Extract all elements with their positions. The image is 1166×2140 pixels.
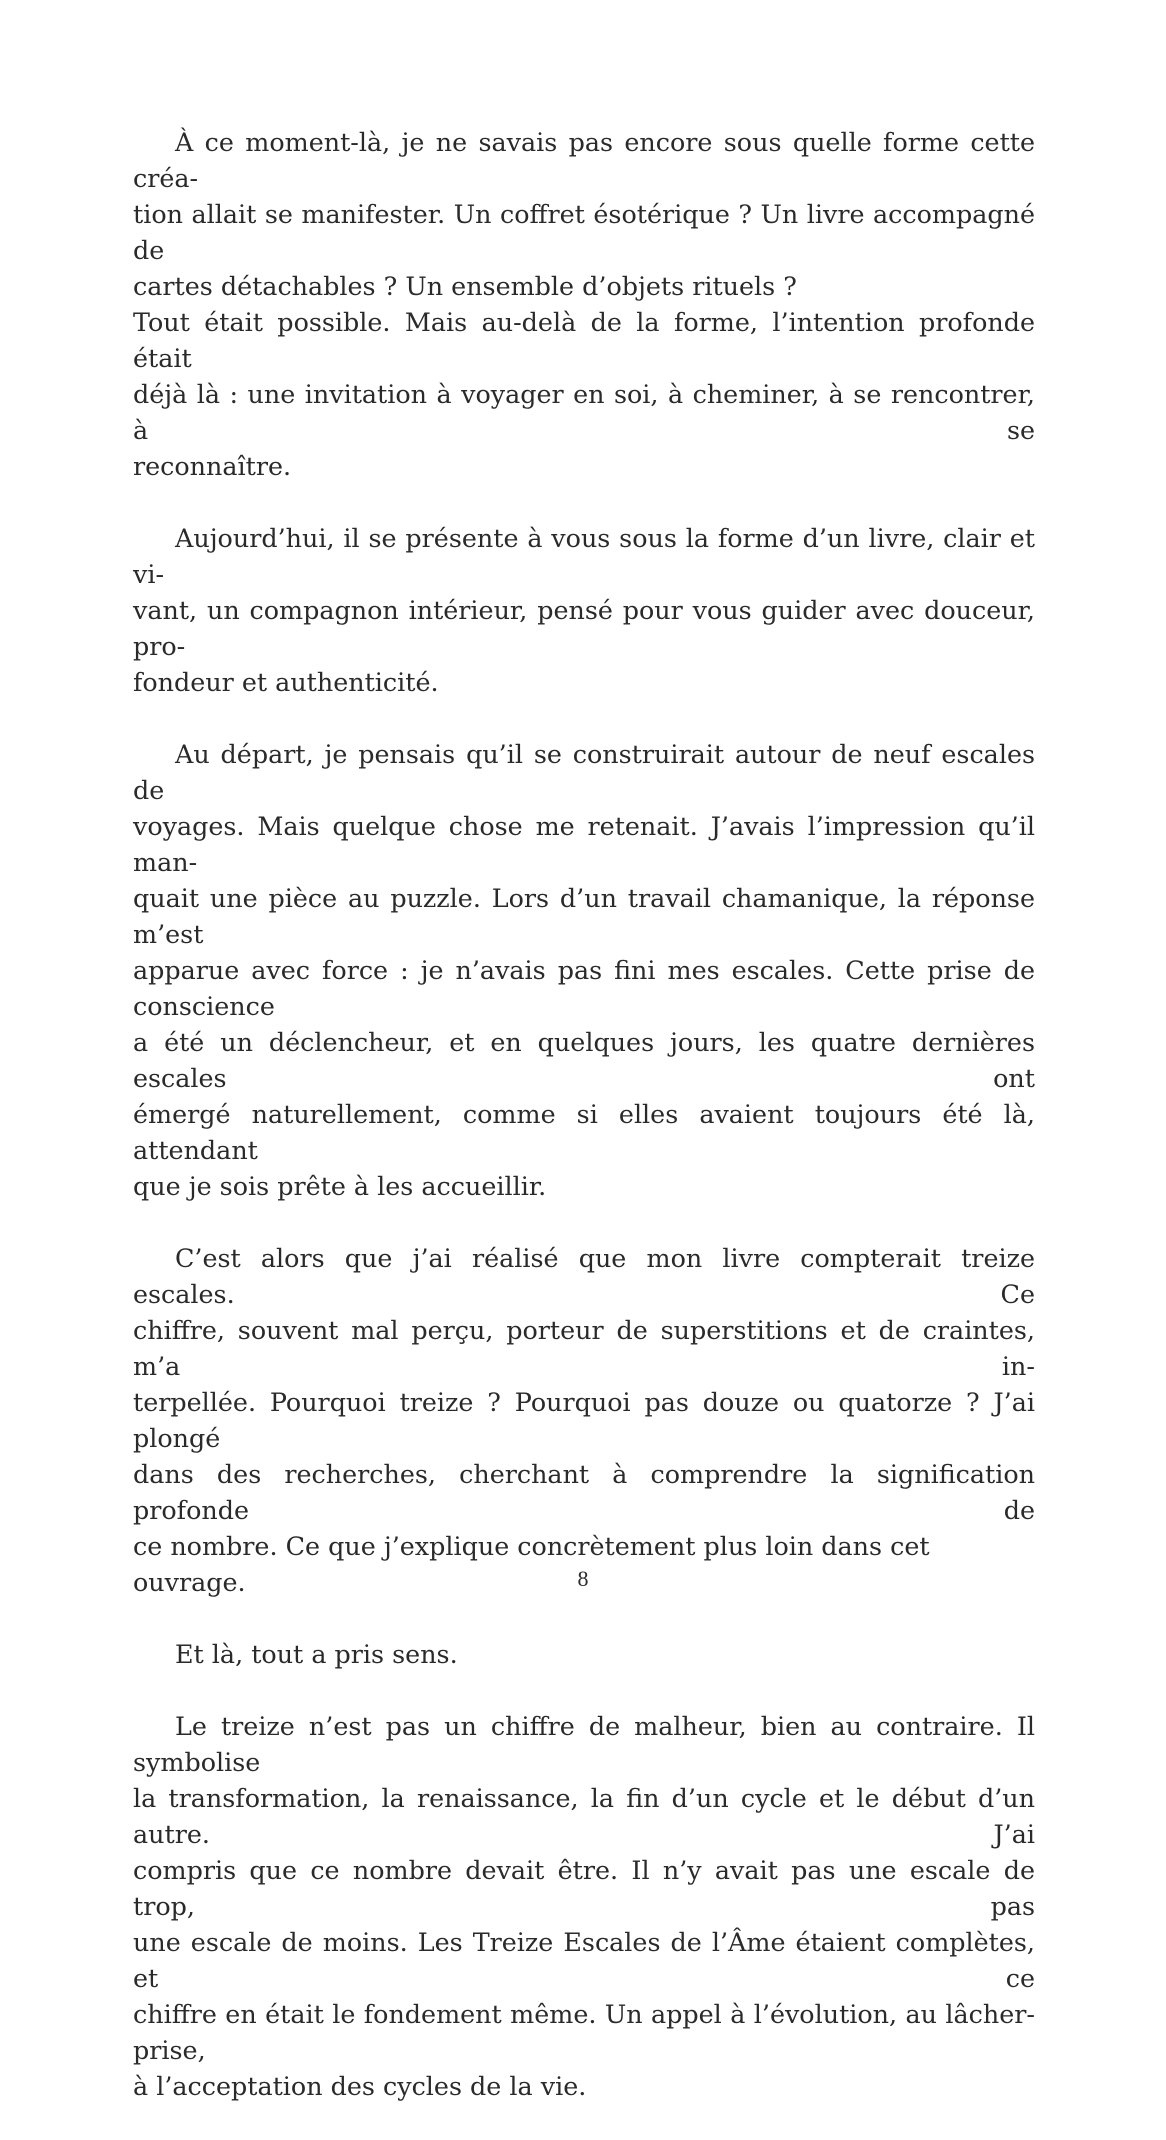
text-line: tion allait se manifester. Un coffret ésotérique ? Un livre accompagné de	[133, 199, 1035, 265]
paragraph	[133, 1636, 1035, 1672]
text-line: ce nombre. Ce que j’explique concrètement plus loin dans cet ouvrage.	[133, 1531, 930, 1597]
text-line: apparue avec force : je n’avais pas fini mes escales. Cette prise de conscience	[133, 955, 1035, 1021]
text-line: à l’acceptation des cycles de la vie.	[133, 2071, 587, 2101]
text-line: reconnaître.	[133, 451, 292, 481]
paragraph	[133, 520, 1035, 700]
text-line: compris que ce nombre devait être. Il n’y avait pas une escale de trop, pas	[133, 1855, 1035, 1921]
paragraph	[133, 1240, 1035, 1600]
page-number: 8	[577, 1566, 589, 1591]
text-line: À ce moment-là, je ne savais pas encore sous quelle forme cette créa-	[133, 127, 1035, 193]
text-line: C’est alors que j’ai réalisé que mon livre compterait treize escales. Ce	[133, 1243, 1035, 1309]
text-line: Et là, tout a pris sens.	[175, 1639, 458, 1669]
body-text	[133, 124, 1035, 2140]
text-line: terpellée. Pourquoi treize ? Pourquoi pas douze ou quatorze ? J’ai plongé	[133, 1387, 1035, 1453]
text-line: Tout était possible. Mais au-delà de la forme, l’intention profonde était	[133, 307, 1035, 373]
text-line: chiffre en était le fondement même. Un appel à l’évolution, au lâcher-prise,	[133, 1999, 1035, 2065]
text-line: la transformation, la renaissance, la fin d’un cycle et le début d’un autre. J’ai	[133, 1783, 1035, 1849]
text-line: chiffre, souvent mal perçu, porteur de superstitions et de craintes, m’a in-	[133, 1315, 1035, 1381]
text-line: déjà là : une invitation à voyager en soi, à cheminer, à se rencontrer, à se	[133, 379, 1035, 445]
text-line: émergé naturellement, comme si elles avaient toujours été là, attendant	[133, 1099, 1035, 1165]
text-line: que je sois prête à les accueillir.	[133, 1171, 547, 1201]
paragraph	[133, 1708, 1035, 2104]
text-line: a été un déclencheur, et en quelques jours, les quatre dernières escales ont	[133, 1027, 1035, 1093]
text-line: dans des recherches, cherchant à comprendre la signification profonde de	[133, 1459, 1035, 1525]
text-line: vant, un compagnon intérieur, pensé pour vous guider avec douceur, pro-	[133, 595, 1035, 661]
text-line: voyages. Mais quelque chose me retenait. J’avais l’impression qu’il man-	[133, 811, 1035, 877]
text-line: cartes détachables ? Un ensemble d’objets rituels ?	[133, 271, 797, 301]
paragraph	[133, 124, 1035, 484]
text-line: Au départ, je pensais qu’il se construirait autour de neuf escales de	[133, 739, 1035, 805]
text-line: quait une pièce au puzzle. Lors d’un travail chamanique, la réponse m’est	[133, 883, 1035, 949]
text-line: Aujourd’hui, il se présente à vous sous la forme d’un livre, clair et vi-	[133, 523, 1035, 589]
text-line: une escale de moins. Les Treize Escales de l’Âme étaient complètes, et ce	[133, 1927, 1035, 1993]
paragraph	[133, 736, 1035, 1204]
text-line: fondeur et authenticité.	[133, 667, 439, 697]
text-line: Le treize n’est pas un chiffre de malheur, bien au contraire. Il symbolise	[133, 1711, 1035, 1777]
